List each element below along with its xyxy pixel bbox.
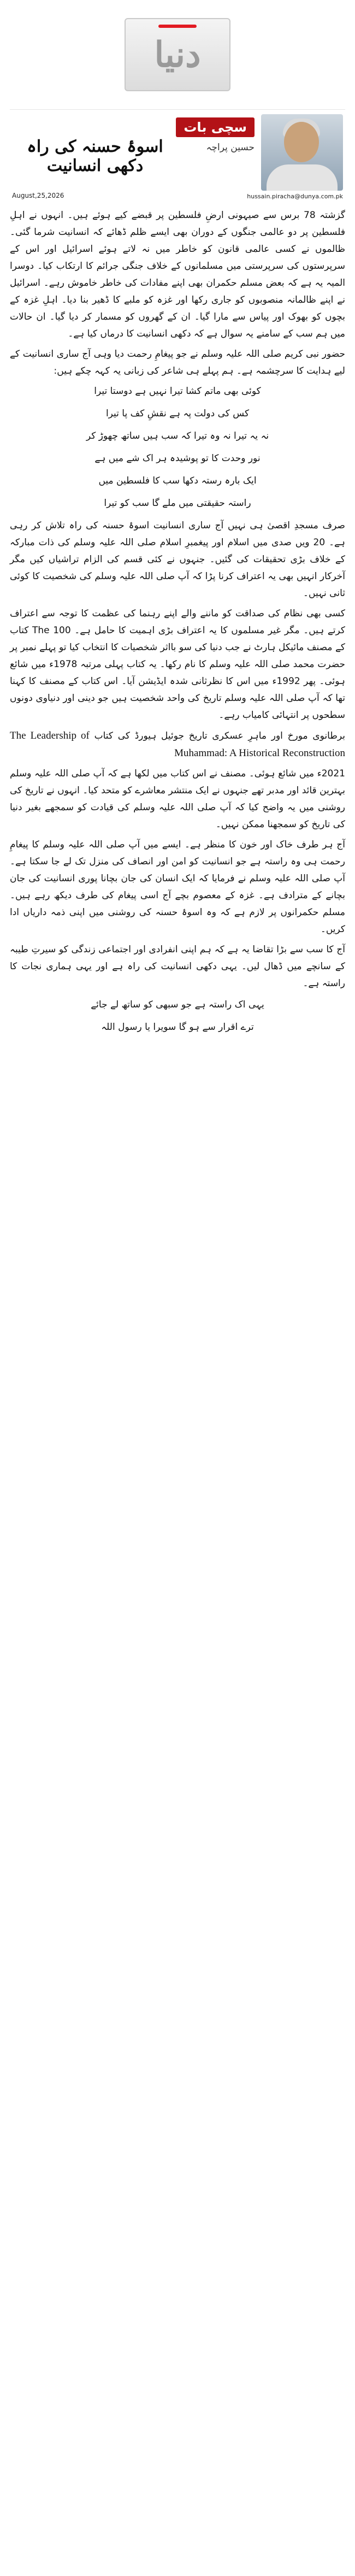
author-name: حسین پراچہ — [206, 142, 255, 153]
paragraph: صرف مسجدِ اقصیٰ ہی نہیں آج ساری انسانیت اسوۂ حسنہ کی راہ تلاش کر رہی ہے۔ 20 ویں صدی میں اسلام اور پیغمبرِ اسلام صلی اللہ علیہ وسلم کی ذات مبارکہ کے خلاف بڑی تحقیقات کی گئیں۔ جنہوں نے کئی قسم کی الزام تراشیاں کیں مگر آخرکار انہیں بھی یہ اعتراف کرنا پڑا کہ آپ صلی اللہ علیہ وسلم کی شخصیت کا کوئی ثانی نہیں۔ — [10, 520, 345, 599]
author-email: hussain.piracha@dunya.com.pk — [247, 193, 343, 200]
english-book-title: The Leadership of Muhammad: A Historical Reconstruction — [10, 730, 345, 759]
closing-verse: ترے اقرار سے ہو گا سویرا یا رسول اللہ — [101, 1022, 254, 1033]
logo-accent-bar — [158, 25, 197, 28]
newspaper-logo — [125, 18, 230, 91]
verse-line: نہ یہ تیرا نہ وہ تیرا کہ سب ہیں ساتھ چھوڑ کر — [86, 431, 269, 441]
verse-line: نور وحدت کا تو پوشیدہ ہر اک شے میں ہے — [94, 453, 261, 464]
verse-line: راستہ حقیقتی میں ملے گا سب کو تیرا — [104, 498, 251, 509]
paragraph: 2021ء میں شائع ہوئی۔ مصنف نے اس کتاب میں لکھا ہے کہ آپ صلی اللہ علیہ وسلم بہترین قائد اور مدبر تھے جنہوں نے ایک منتشر معاشرے کو متحد کیا۔ انہوں نے تاریخ کی روشنی میں یہ واضح کیا کہ آپ صلی اللہ علیہ وسلم کی قیادت کو سمجھے بغیر دنیا کی تاریخ کو سمجھنا ممکن نہیں۔ — [10, 768, 345, 830]
byline-block — [10, 109, 345, 203]
verse-line: کس کی دولت پہ ہے نقشِ کف پا تیرا — [105, 408, 250, 419]
paragraph: آج ہر طرف خاک اور خون کا منظر ہے۔ ایسے میں آپ صلی اللہ علیہ وسلم کا پیغامِ رحمت ہی وہ راستہ ہے جو انسانیت کو امن اور انصاف کی منزل تک لے جا سکتا ہے۔ آپ صلی اللہ علیہ وسلم نے فرمایا کہ ایک انسان کی جان بچانا پوری انسانیت کی جان بچانے کے مترادف ہے۔ غزہ کے معصوم بچے آج اسی پیغام کی طرف دیکھ رہے ہیں۔ مسلم حکمرانوں پر لازم ہے کہ وہ اسوۂ حسنہ کی روشنی میں اپنی ذمہ داریاں ادا کریں۔ — [10, 839, 345, 935]
author-body — [267, 164, 338, 191]
article-headline: اسوۂ حسنہ کی راہ دکھی انسانیت — [27, 137, 163, 175]
masthead — [10, 0, 345, 109]
paragraph: گزشتہ 78 برس سے صیہونی ارضِ فلسطین پر قبضے کیے ہوئے ہیں۔ انہوں نے اہلِ فلسطین پر دو عالمی جنگوں کے دوران بھی ایسے ظلم ڈھائے کہ انسانیت شرما گئی۔ ظالموں نے کسی عالمی قانون کو خاطر میں نہ لاتے ہوئے اسرائیل اور اس کے سرپرستوں کی سرپرستی میں مسلمانوں کے خلاف جنگی جرائم کا ارتکاب کیا۔ دوسرا المیہ یہ ہے کہ بعض مسلم حکمران بھی اپنے مفادات کی خاطر خاموش رہے۔ اسرائیل نے اپنے ظالمانہ منصوبوں کو جاری رکھا اور غزہ کو ملبے کا ڈھیر بنا دیا۔ اہلِ غزہ کے بچوں کو بھوک اور پیاس سے مارا گیا۔ ان کے گھروں کو مسمار کر دیا گیا۔ ان حالات میں ہم سب کے سامنے یہ سوال ہے کہ دکھی انسانیت کا درماں کیا ہے۔ — [10, 210, 345, 339]
paragraph: کسی بھی نظام کی صداقت کو ماننے والے اپنے رہنما کی عظمت کا توجہ سے اعتراف کرتے ہیں۔ مگر غیر مسلموں کا یہ اعتراف بڑی اہمیت کا حامل ہے۔ The 100 کتاب کے مصنف مائیکل ہارٹ نے جب دنیا کی سو بااثر شخصیات کا انتخاب کیا تو پہلے نمبر پر حضرت محمد صلی اللہ علیہ وسلم کا نام رکھا۔ یہ کتاب پہلی مرتبہ 1978ء میں شائع ہوئی۔ پھر 1992ء میں اس کا نظرثانی شدہ ایڈیشن آیا۔ اس کتاب کے مصنف کا کہنا تھا کہ آپ صلی اللہ علیہ وسلم تاریخ کی واحد شخصیت ہیں جو دینی اور دنیاوی دونوں سطحوں پر انتہائی کامیاب رہے۔ — [10, 608, 345, 721]
publish-date: August,25,2026 — [12, 192, 64, 199]
paragraph: آج کا سب سے بڑا تقاضا یہ ہے کہ ہم اپنی انفرادی اور اجتماعی زندگی کو سیرتِ طیبہ کے سانچے میں ڈھال لیں۔ یہی دکھی انسانیت کی راہ ہے اور یہی ہماری نجات کا راستہ ہے۔ — [10, 944, 345, 989]
author-head — [284, 122, 319, 162]
author-photo — [261, 114, 343, 191]
closing-verse: یہی اک راستہ ہے جو سبھی کو ساتھ لے جائے — [91, 999, 264, 1010]
paragraph: حضور نبی کریم صلی اللہ علیہ وسلم نے جو پیغامِ رحمت دیا وہی آج ساری انسانیت کے لیے ہدایت کا سرچشمہ ہے۔ ہم پہلے ہی شاعر کی زبانی یہ کہہ چکے ہیں: — [10, 349, 345, 376]
paragraph — [10, 727, 345, 762]
article-body — [10, 203, 345, 1036]
logo-text: دنیا — [154, 34, 201, 75]
verse-line: کوئی بھی ماتم کشا تیرا نہیں ہے دوستا تیرا — [94, 386, 261, 397]
column-name: سچی بات — [176, 117, 255, 137]
paragraph-text: برطانوی مورخ اور ماہرِ عسکری تاریخ جوئیل ہیورڈ کی کتاب — [94, 730, 346, 741]
verse-line: ایک بارہ رستہ دکھا سب کا فلسطین میں — [98, 475, 257, 486]
